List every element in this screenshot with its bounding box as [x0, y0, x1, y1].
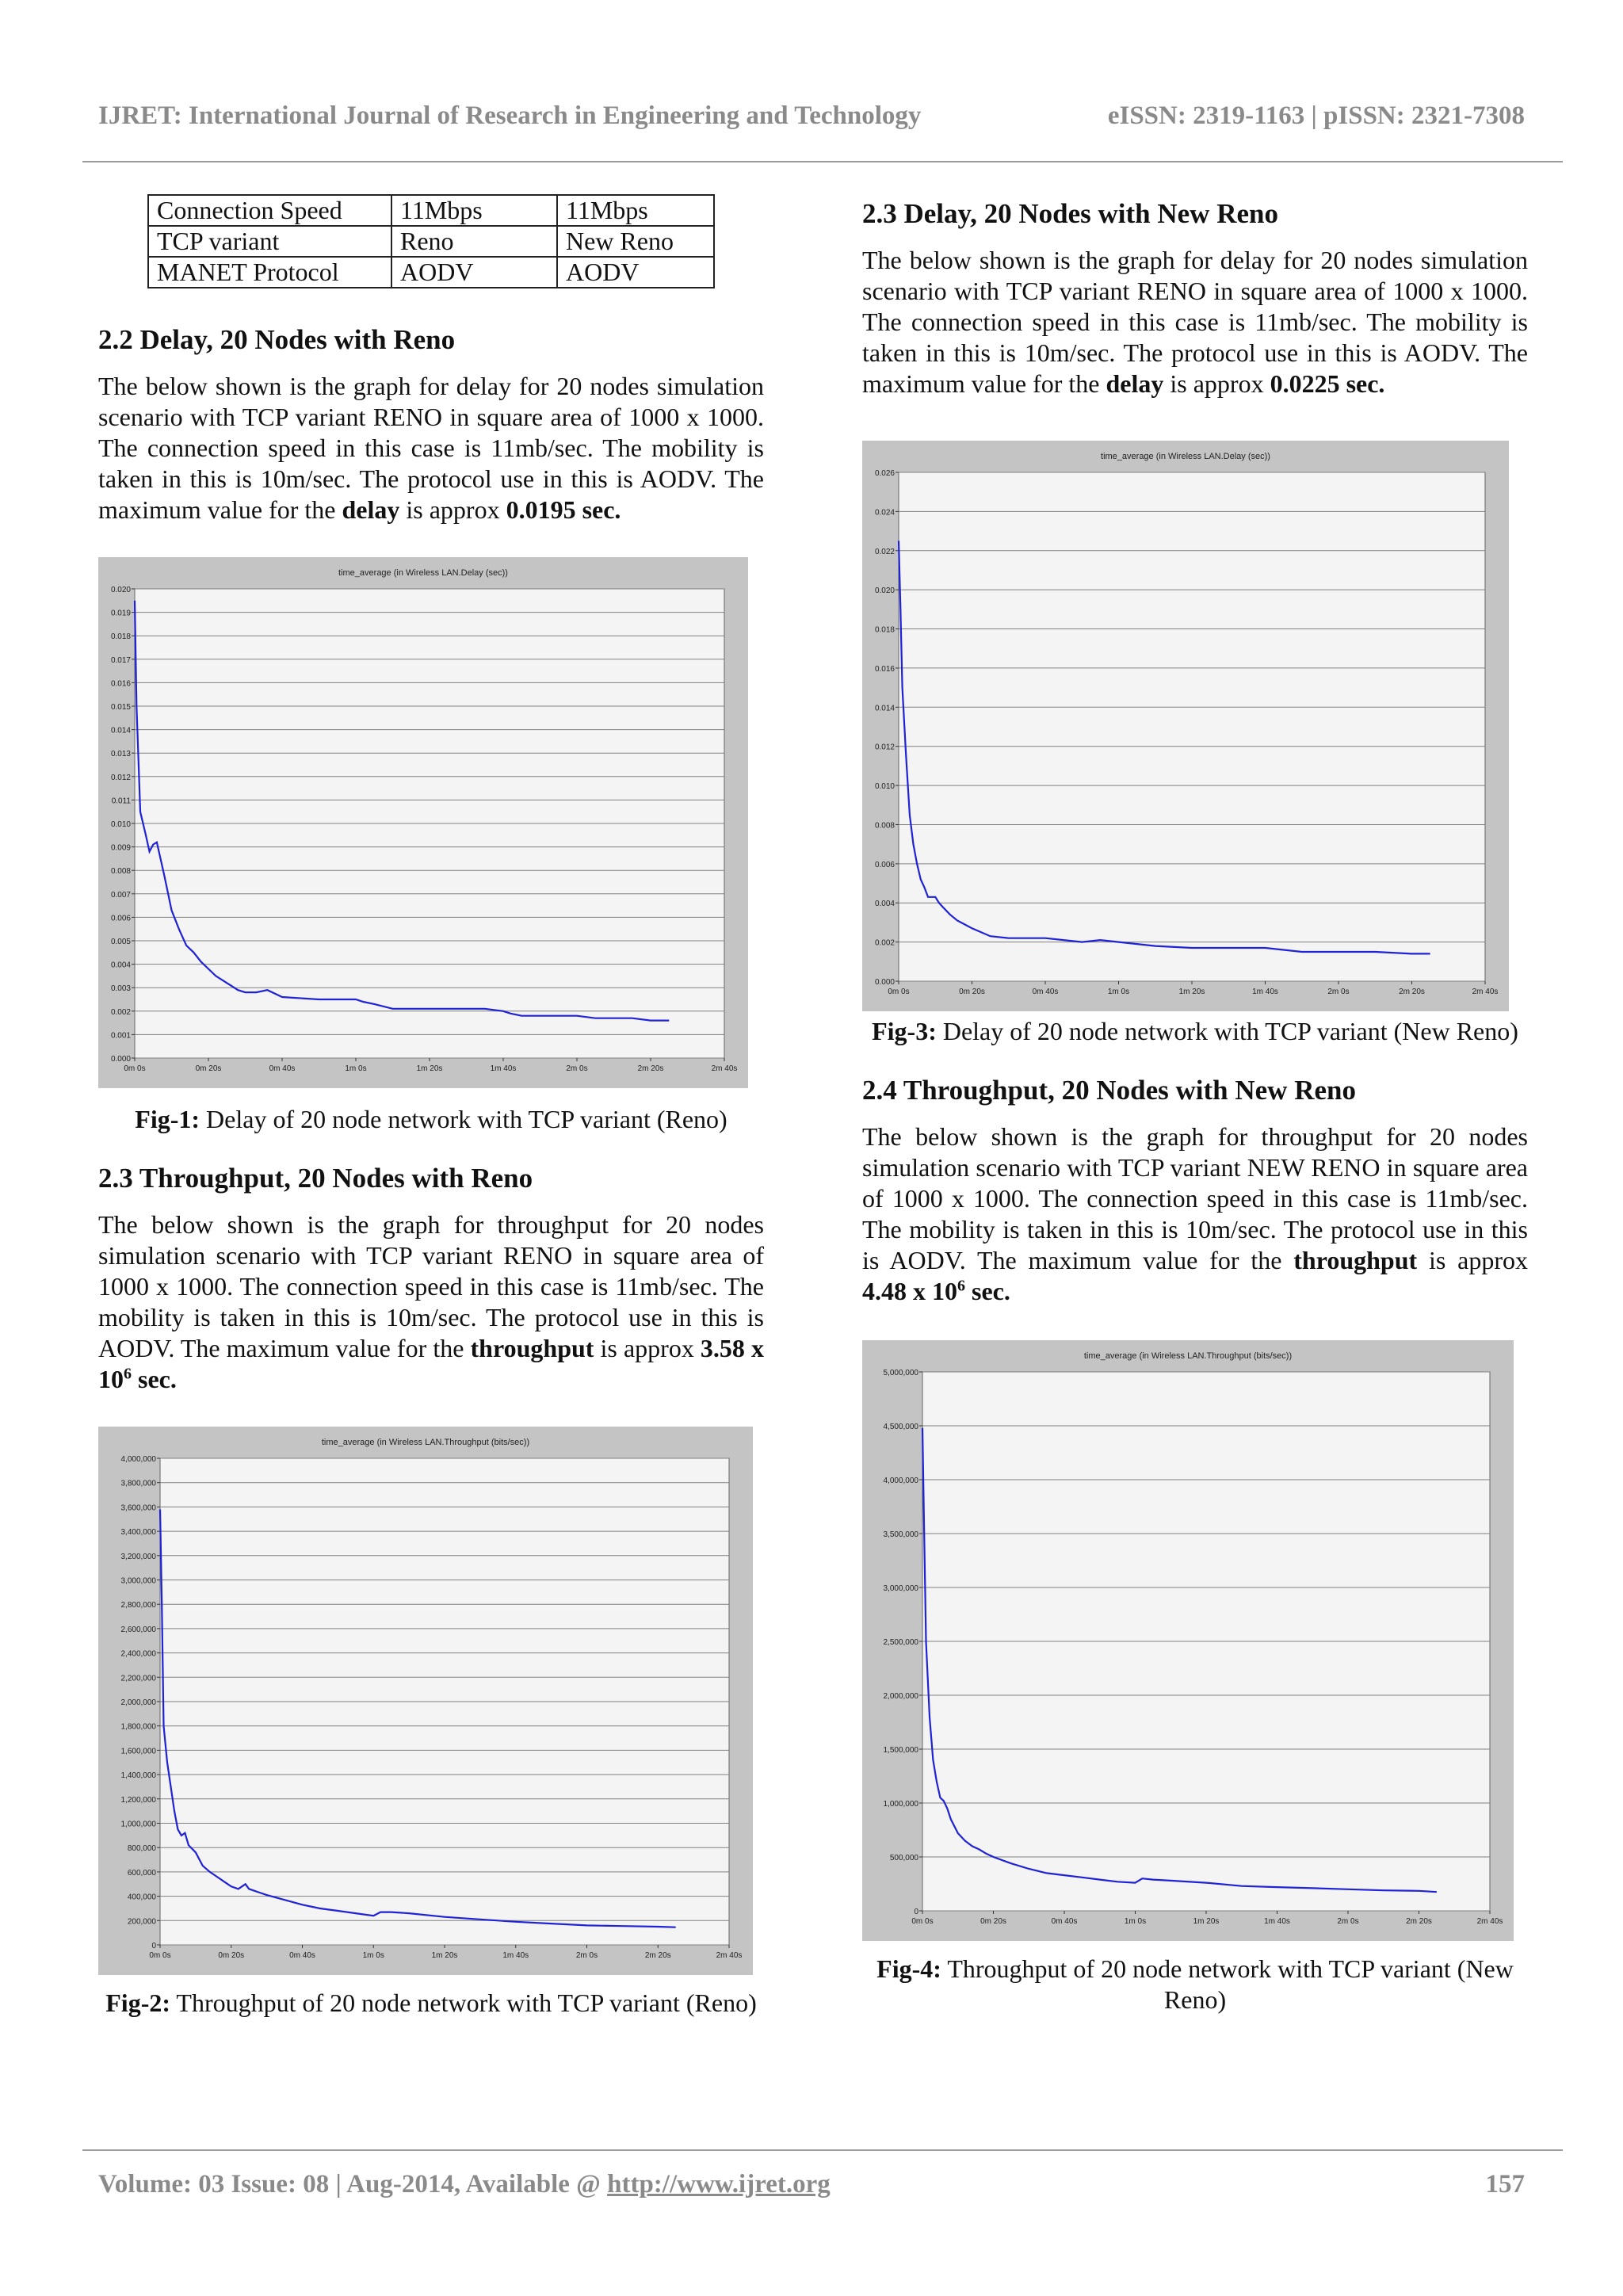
y-tick-label: 1,600,000 — [120, 1747, 156, 1756]
right-column — [862, 194, 1528, 2015]
y-tick-label: 0.008 — [874, 821, 895, 831]
y-tick-label: 0.004 — [110, 961, 131, 970]
section-text-2-3-delay: The below shown is the graph for delay for 20 nodes simulation scenario with TCP variant RENO in square area of 1000 x 1000. The connection speed in this case is 11mb/sec. The mobility is taken in this is 10m/sec. The protocol use in this is AODV. The maximum value for the delay is approx 0.0225 sec. — [862, 246, 1528, 398]
x-tick-label: 1m 40s — [1264, 1917, 1290, 1926]
y-tick-label: 2,800,000 — [120, 1601, 156, 1610]
x-tick-label: 0m 0s — [124, 1064, 146, 1073]
x-tick-label: 0m 40s — [269, 1064, 296, 1073]
y-tick-label: 200,000 — [127, 1917, 156, 1927]
table-row — [148, 226, 714, 257]
y-tick-label: 0.020 — [110, 586, 131, 594]
x-tick-label: 1m 0s — [362, 1951, 384, 1960]
y-tick-label: 3,000,000 — [883, 1584, 918, 1593]
y-tick-label: 0.004 — [874, 900, 895, 909]
y-tick-label: 1,400,000 — [120, 1771, 156, 1781]
x-tick-label: 1m 20s — [1193, 1917, 1220, 1926]
issn-info: eISSN: 2319-1163 | pISSN: 2321-7308 — [1107, 101, 1525, 130]
x-tick-label: 1m 0s — [1124, 1917, 1147, 1926]
page-footer — [98, 2170, 1525, 2199]
table-cell: New Reno — [557, 226, 714, 257]
y-tick-label: 0.016 — [110, 679, 131, 689]
y-tick-label: 1,000,000 — [120, 1820, 156, 1829]
journal-title: IJRET: International Journal of Research in Engineering and Technology — [98, 101, 922, 130]
section-text-2-2: The below shown is the graph for delay for 20 nodes simulation scenario with TCP variant RENO in square area of 1000 x 1000. The connection speed in this case is 11mb/sec. The mobility is taken in this is 10m/sec. The protocol use in this is AODV. The maximum value for the delay is approx 0.0195 sec. — [98, 372, 764, 524]
y-tick-label: 1,500,000 — [883, 1746, 918, 1755]
y-tick-label: 0.002 — [110, 1007, 131, 1017]
y-tick-label: 2,400,000 — [120, 1649, 156, 1659]
x-tick-label: 2m 0s — [566, 1064, 588, 1073]
x-tick-label: 2m 40s — [711, 1064, 738, 1073]
y-tick-label: 0.010 — [874, 782, 895, 792]
y-tick-label: 0.013 — [110, 750, 131, 759]
figure-3-caption: Fig-3: Delay of 20 node network with TCP variant (New Reno) — [872, 1017, 1518, 1045]
y-tick-label: 2,000,000 — [120, 1698, 156, 1707]
chart-title: time_average (in Wireless LAN.Delay (sec)) — [1101, 452, 1270, 461]
y-tick-label: 2,000,000 — [883, 1692, 918, 1701]
x-tick-label: 2m 20s — [1406, 1917, 1432, 1926]
x-tick-label: 1m 40s — [490, 1064, 517, 1073]
y-tick-label: 3,400,000 — [120, 1528, 156, 1538]
section-heading-2-2: 2.2 Delay, 20 Nodes with Reno — [98, 324, 456, 355]
table-cell: AODV — [557, 257, 714, 288]
figure-4-caption: Fig-4: Throughput of 20 node network with TCP variant (New Reno) — [876, 1954, 1514, 2014]
x-tick-label: 1m 40s — [1252, 988, 1278, 996]
y-tick-label: 0.011 — [111, 797, 131, 806]
parameter-table — [147, 194, 715, 288]
figure-1-caption: Fig-1: Delay of 20 node network with TCP variant (Reno) — [135, 1105, 727, 1133]
section-heading-2-3-delay: 2.3 Delay, 20 Nodes with New Reno — [862, 198, 1278, 229]
y-tick-label: 0.015 — [110, 703, 131, 712]
y-tick-label: 0.003 — [110, 984, 131, 994]
y-tick-label: 0.014 — [110, 726, 131, 735]
y-tick-label: 2,500,000 — [883, 1638, 918, 1647]
y-tick-label: 0.017 — [110, 655, 131, 665]
y-tick-label: 0.024 — [874, 508, 895, 518]
footer-volume-info: Volume: 03 Issue: 08 | Aug-2014, Available @ — [98, 2170, 608, 2199]
x-tick-label: 1m 20s — [431, 1951, 458, 1960]
table-cell: AODV — [391, 257, 557, 288]
y-tick-label: 3,200,000 — [120, 1552, 156, 1561]
figure-2-caption: Fig-2: Throughput of 20 node network with TCP variant (Reno) — [105, 1988, 757, 2017]
x-tick-label: 1m 20s — [1178, 988, 1205, 996]
page-number: 157 — [1485, 2170, 1525, 2199]
y-tick-label: 0.018 — [874, 625, 895, 635]
y-tick-label: 5,000,000 — [883, 1369, 918, 1377]
table-cell: Reno — [391, 226, 557, 257]
x-tick-label: 1m 20s — [416, 1064, 443, 1073]
y-tick-label: 0.001 — [110, 1031, 131, 1041]
y-tick-label: 0.016 — [874, 664, 895, 674]
y-tick-label: 0.019 — [110, 609, 131, 618]
y-tick-label: 2,200,000 — [120, 1674, 156, 1683]
x-tick-label: 2m 20s — [644, 1951, 671, 1960]
section-text-2-4: The below shown is the graph for throughput for 20 nodes simulation scenario with TCP variant NEW RENO in square area of 1000 x 1000. The connection speed in this case is 11mb/sec. The mobility is taken in this is 10m/sec. The protocol use in this is AODV. The maximum value for the throughput is approx 4.48 x $10^6$ sec. — [862, 1122, 1529, 1305]
y-tick-label: 0.018 — [110, 632, 131, 642]
y-tick-label: 1,200,000 — [120, 1795, 156, 1805]
footer-rule — [82, 2149, 1563, 2151]
table-cell: MANET Protocol — [148, 257, 391, 288]
y-tick-label: 0.020 — [874, 586, 895, 596]
y-tick-label: 0.008 — [110, 867, 131, 877]
x-tick-label: 2m 0s — [1337, 1917, 1359, 1926]
page-header — [98, 101, 1525, 131]
y-tick-label: 1,000,000 — [883, 1800, 918, 1809]
y-tick-label: 0.005 — [110, 938, 131, 946]
x-tick-label: 2m 0s — [1327, 988, 1350, 996]
x-tick-label: 0m 20s — [218, 1951, 245, 1960]
y-tick-label: 0.009 — [110, 843, 131, 853]
table-cell: Connection Speed — [148, 195, 391, 226]
y-tick-label: 3,000,000 — [120, 1576, 156, 1586]
y-tick-label: 1,800,000 — [120, 1722, 156, 1732]
chart-title: time_average (in Wireless LAN.Delay (sec)) — [338, 568, 508, 578]
x-tick-label: 2m 40s — [1472, 988, 1499, 996]
y-tick-label: 4,000,000 — [883, 1477, 918, 1485]
header-rule — [82, 161, 1563, 162]
chart-title: time_average (in Wireless LAN.Throughput (bits/sec)) — [1083, 1351, 1293, 1361]
x-tick-label: 0m 0s — [911, 1917, 934, 1926]
y-tick-label: 0.006 — [110, 914, 131, 923]
x-tick-label: 2m 20s — [637, 1064, 664, 1073]
y-tick-label: 0.022 — [874, 547, 895, 556]
section-heading-2-3-throughput: 2.3 Throughput, 20 Nodes with Reno — [98, 1163, 533, 1194]
plot-area — [899, 472, 1485, 981]
figure-3-delay-newreno-chart — [862, 441, 1509, 1011]
y-tick-label: 0.000 — [874, 978, 895, 987]
x-tick-label: 0m 20s — [195, 1064, 222, 1073]
y-tick-label: 400,000 — [127, 1893, 156, 1902]
figure-1-delay-reno-chart — [98, 557, 748, 1088]
y-tick-label: 4,000,000 — [120, 1455, 156, 1464]
y-tick-label: 600,000 — [127, 1868, 156, 1878]
y-tick-label: 3,500,000 — [883, 1530, 918, 1539]
table-row — [148, 257, 714, 288]
x-tick-label: 2m 0s — [575, 1951, 598, 1960]
y-tick-label: 4,500,000 — [883, 1423, 918, 1431]
figure-4-throughput-newreno-chart — [862, 1340, 1514, 1941]
y-tick-label: 0.006 — [874, 860, 895, 869]
x-tick-label: 1m 40s — [502, 1951, 529, 1960]
y-tick-label: 0.002 — [874, 938, 895, 948]
x-tick-label: 0m 40s — [289, 1951, 315, 1960]
y-tick-label: 2,600,000 — [120, 1625, 156, 1634]
section-heading-2-4: 2.4 Throughput, 20 Nodes with New Reno — [862, 1075, 1356, 1106]
y-tick-label: 0 — [914, 1908, 918, 1916]
table-cell: 11Mbps — [391, 195, 557, 226]
y-tick-label: 0.012 — [874, 743, 895, 752]
chart-title: time_average (in Wireless LAN.Throughput (bits/sec)) — [321, 1438, 530, 1447]
y-tick-label: 0.012 — [110, 773, 131, 782]
table-row — [148, 195, 714, 226]
y-tick-label: 0 — [151, 1942, 156, 1950]
x-tick-label: 2m 40s — [1476, 1917, 1503, 1926]
x-tick-label: 1m 0s — [1107, 988, 1130, 996]
footer-link[interactable]: http://www.ijret.org — [607, 2170, 831, 2199]
y-tick-label: 0.007 — [110, 890, 131, 900]
y-tick-label: 500,000 — [889, 1854, 918, 1862]
x-tick-label: 0m 20s — [959, 988, 985, 996]
y-tick-label: 800,000 — [127, 1844, 156, 1854]
y-tick-label: 3,800,000 — [120, 1479, 156, 1488]
x-tick-label: 2m 40s — [716, 1951, 743, 1960]
y-tick-label: 0.010 — [110, 820, 131, 829]
x-tick-label: 0m 20s — [980, 1917, 1006, 1926]
y-tick-label: 3,600,000 — [120, 1503, 156, 1513]
y-tick-label: 0.026 — [874, 469, 895, 478]
left-column — [98, 194, 764, 2019]
figure-2-throughput-reno-chart — [98, 1427, 753, 1975]
y-tick-label: 0.000 — [110, 1055, 131, 1064]
x-tick-label: 0m 0s — [149, 1951, 171, 1960]
x-tick-label: 0m 40s — [1032, 988, 1059, 996]
x-tick-label: 1m 0s — [345, 1064, 367, 1073]
x-tick-label: 0m 40s — [1051, 1917, 1078, 1926]
x-tick-label: 0m 0s — [888, 988, 910, 996]
table-cell: 11Mbps — [557, 195, 714, 226]
section-text-2-3-throughput: The below shown is the graph for throughput for 20 nodes simulation scenario with TCP variant RENO in square area of 1000 x 1000. The connection speed in this case is 11mb/sec. The mobility is taken in this is 10m/sec. The protocol use in this is AODV. The maximum value for the throughput is approx 3.58 x $10^6$ sec. — [98, 1210, 765, 1393]
x-tick-label: 2m 20s — [1399, 988, 1425, 996]
table-cell: TCP variant — [148, 226, 391, 257]
y-tick-label: 0.014 — [874, 704, 895, 713]
